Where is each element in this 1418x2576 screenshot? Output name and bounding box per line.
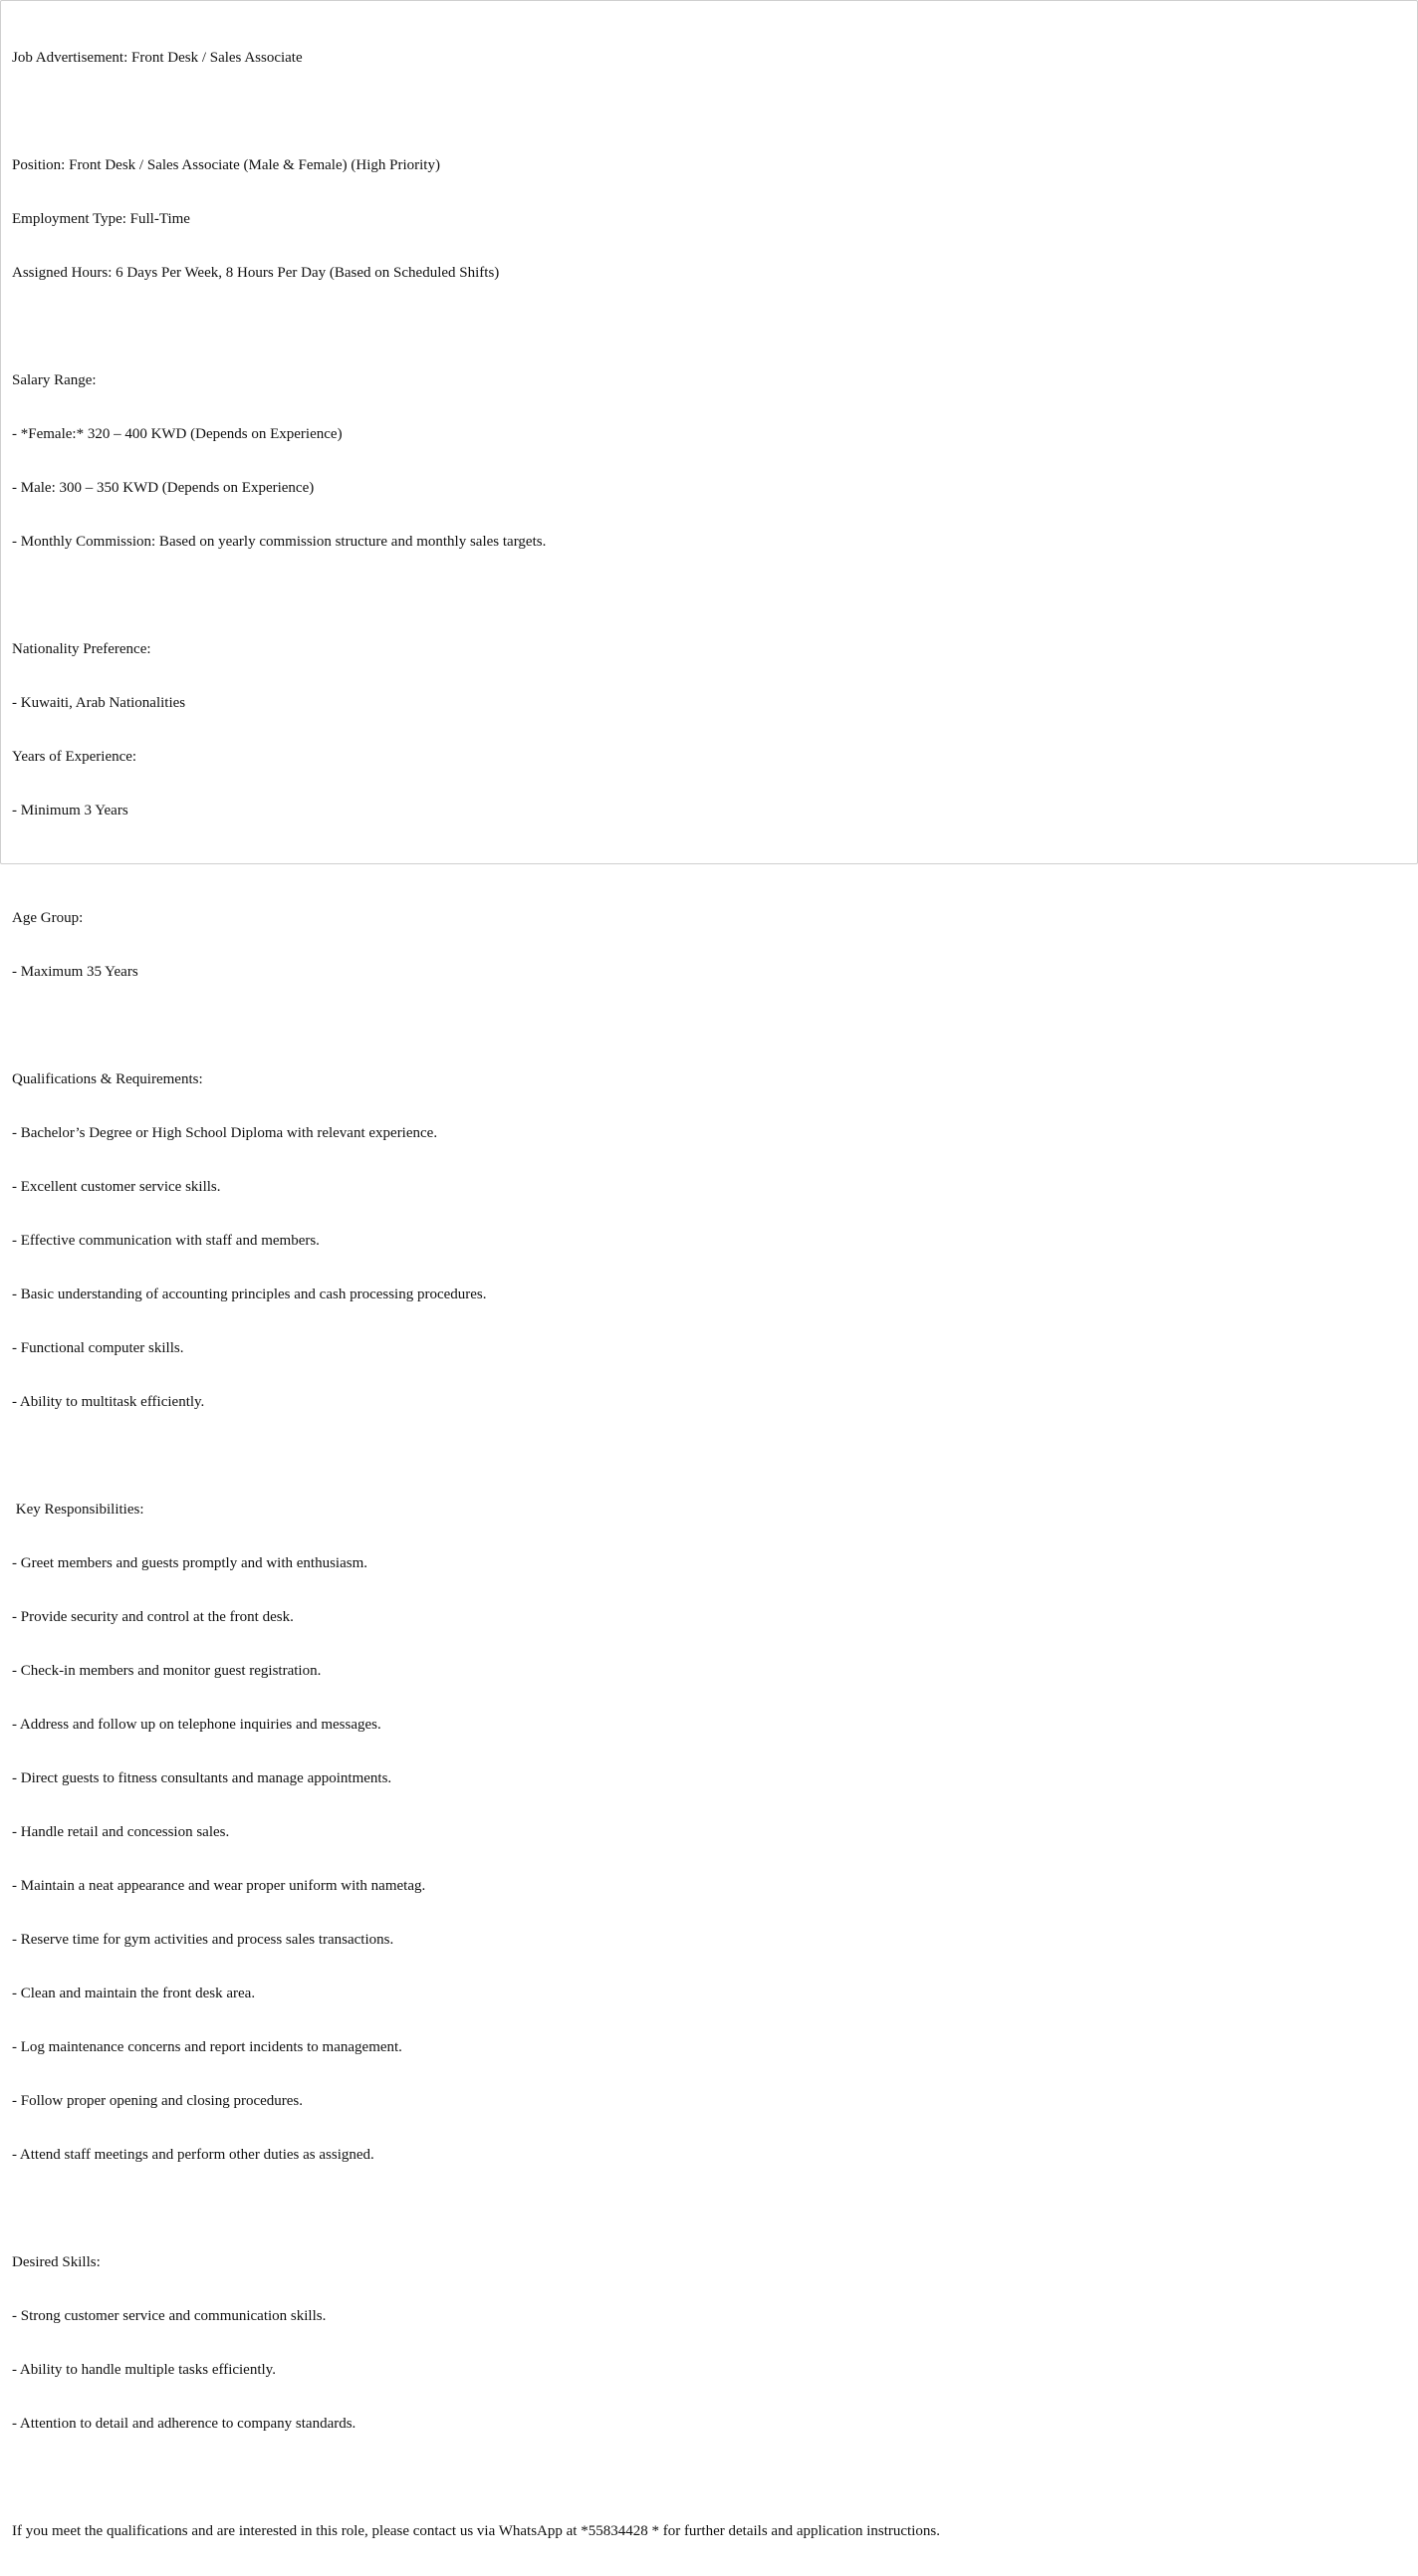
doc-line [12, 855, 1409, 873]
doc-line: - Address and follow up on telephone inquiries and messages. [12, 1717, 381, 1733]
doc-line: - Check-in members and monitor guest registration. [12, 1663, 322, 1679]
doc-line: - Greet members and guests promptly and with enthusiasm. [12, 1555, 368, 1571]
doc-line: - Handle retail and concession sales. [12, 1824, 230, 1840]
doc-line [12, 586, 1409, 604]
section-heading: Desired Skills: [12, 2254, 101, 2270]
contact-line: If you meet the qualifications and are interested in this role, please contact us via WhatsApp at *55834428 * for further details and application instructions. [12, 2523, 940, 2539]
doc-line [12, 2468, 1409, 2486]
doc-line: - Basic understanding of accounting principles and cash processing procedures. [12, 1287, 487, 1302]
doc-line: - Effective communication with staff and members. [12, 1233, 320, 1249]
doc-line: - Strong customer service and communication skills. [12, 2308, 327, 2324]
section-heading: Salary Range: [12, 372, 97, 388]
doc-line: - Ability to multitask efficiently. [12, 1394, 205, 1410]
doc-line: - Minimum 3 Years [12, 803, 128, 819]
doc-line: - Functional computer skills. [12, 1340, 184, 1356]
doc-line: - Attention to detail and adherence to company standards. [12, 2416, 356, 2432]
section-heading: Years of Experience: [12, 749, 137, 765]
doc-line: - Kuwaiti, Arab Nationalities [12, 695, 186, 711]
section-heading: Key Responsibilities: [12, 1502, 144, 1518]
doc-line [12, 318, 1409, 336]
doc-line [12, 1447, 1409, 1465]
doc-line: Assigned Hours: 6 Days Per Week, 8 Hours Per Day (Based on Scheduled Shifts) [12, 265, 500, 281]
section-heading: Qualifications & Requirements: [12, 1071, 203, 1087]
doc-line [12, 103, 1409, 120]
doc-line: - Reserve time for gym activities and process sales transactions. [12, 1932, 394, 1948]
doc-line: - *Female:* 320 – 400 KWD (Depends on Experience) [12, 426, 343, 442]
section-heading: Age Group: [12, 910, 84, 926]
doc-title: Job Advertisement: Front Desk / Sales Associate [12, 50, 303, 66]
doc-line: - Provide security and control at the front desk. [12, 1609, 294, 1625]
doc-line: - Direct guests to fitness consultants and manage appointments. [12, 1770, 392, 1786]
doc-line: - Bachelor’s Degree or High School Diploma with relevant experience. [12, 1125, 438, 1141]
section-heading: Nationality Preference: [12, 641, 151, 657]
doc-line: - Follow proper opening and closing procedures. [12, 2093, 304, 2109]
job-advertisement-text [12, 13, 1409, 2576]
doc-line: - Log maintenance concerns and report incidents to management. [12, 2039, 402, 2055]
doc-line: - Excellent customer service skills. [12, 1179, 221, 1195]
doc-line [12, 2200, 1409, 2218]
doc-line: - Maximum 35 Years [12, 964, 138, 980]
doc-line [12, 1017, 1409, 1035]
doc-line: - Clean and maintain the front desk area. [12, 1986, 256, 2001]
doc-line: - Attend staff meetings and perform other duties as assigned. [12, 2147, 374, 2163]
doc-line: - Monthly Commission: Based on yearly commission structure and monthly sales targets. [12, 534, 547, 550]
doc-line: - Male: 300 – 350 KWD (Depends on Experience) [12, 480, 315, 496]
doc-line: Position: Front Desk / Sales Associate (Male & Female) (High Priority) [12, 157, 440, 173]
doc-line: Employment Type: Full-Time [12, 211, 190, 227]
doc-line: - Ability to handle multiple tasks efficiently. [12, 2362, 276, 2378]
doc-line: - Maintain a neat appearance and wear proper uniform with nametag. [12, 1878, 426, 1894]
